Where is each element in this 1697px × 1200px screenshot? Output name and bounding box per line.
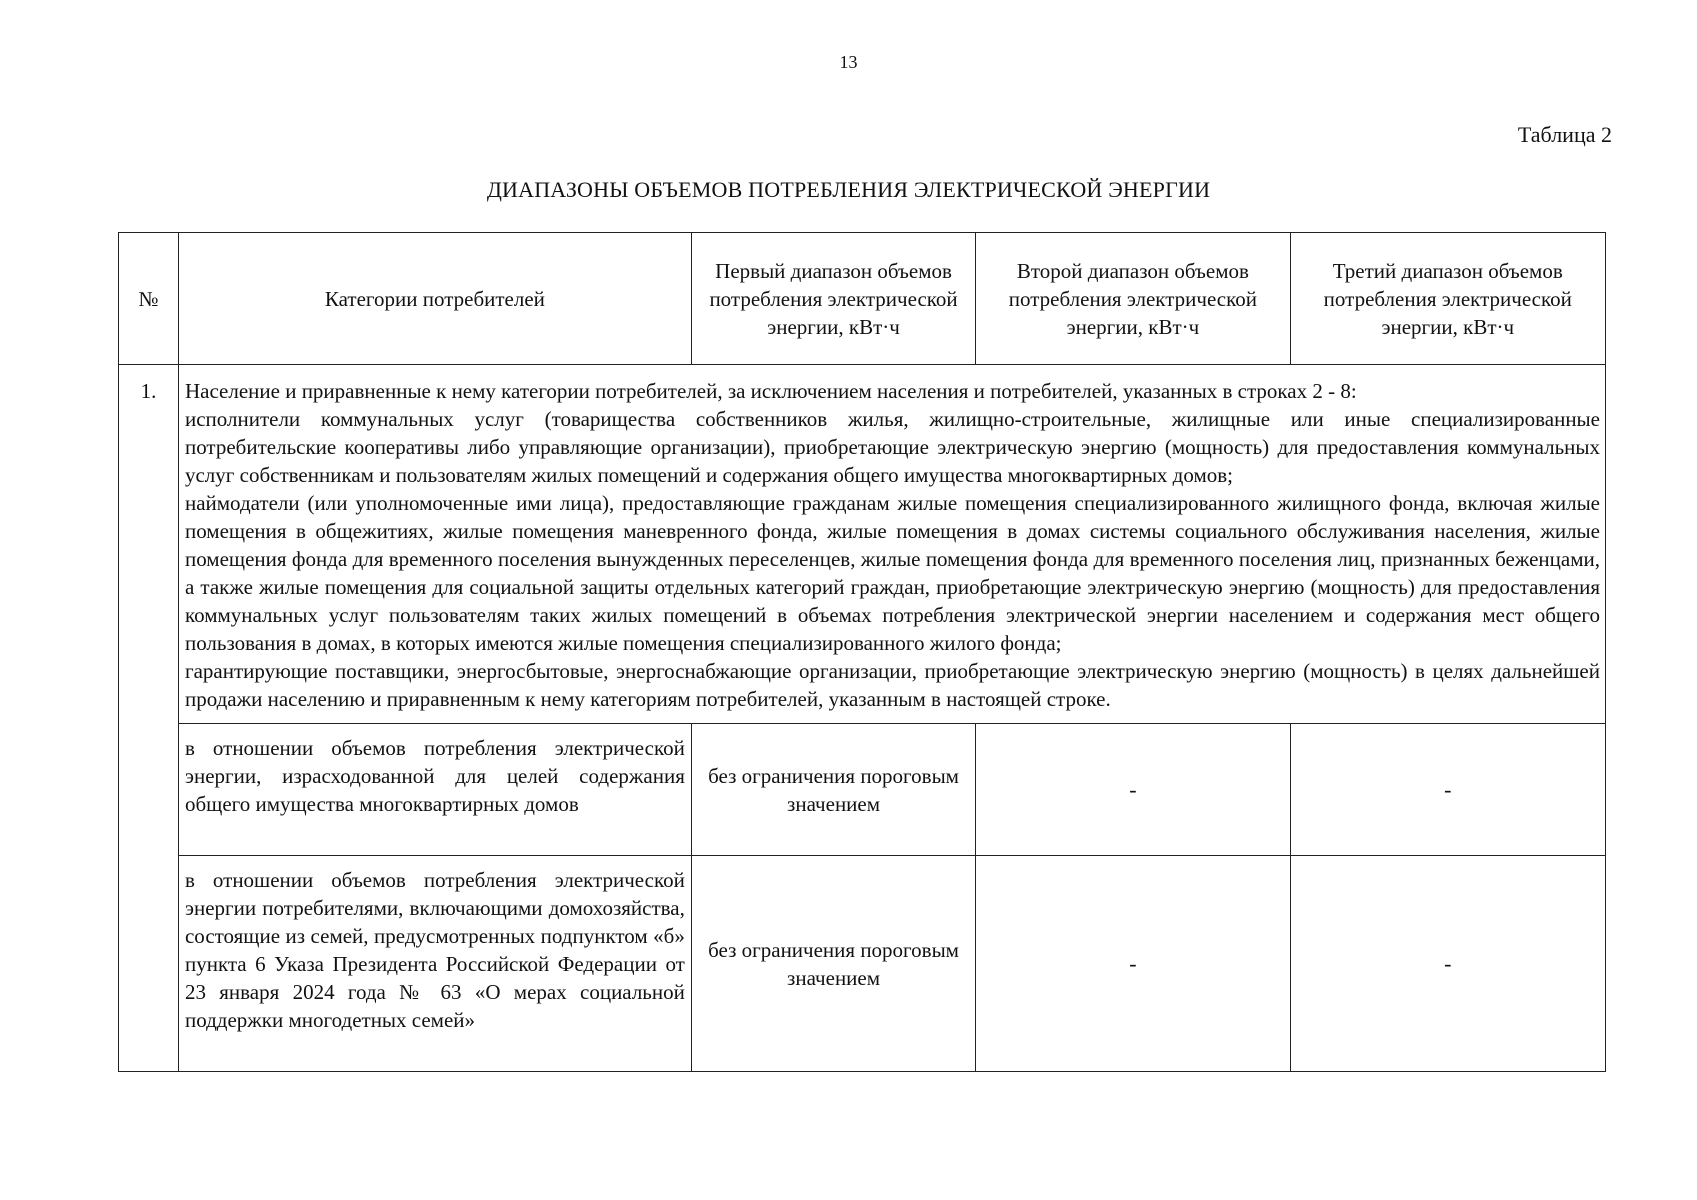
table-sub-row: [119, 724, 1606, 856]
row-description: [178, 365, 1605, 724]
sub-row-range-3: -: [1290, 724, 1605, 856]
document-title: ДИАПАЗОНЫ ОБЪЕМОВ ПОТРЕБЛЕНИЯ ЭЛЕКТРИЧЕСКОЙ ЭНЕРГИИ: [486, 177, 1211, 202]
sub-row-range-2: -: [976, 724, 1290, 856]
header-range-3: Третий диапазон объемов потребления электрической энергии, кВт·ч: [1290, 233, 1605, 365]
header-category: Категории потребителей: [178, 233, 691, 365]
header-range-2: Второй диапазон объемов потребления электрической энергии, кВт·ч: [976, 233, 1290, 365]
sub-row-range-1: без ограничения пороговым значением: [691, 724, 975, 856]
sub-row-category: в отношении объемов потребления электрической энергии, израсходованной для целей содержания общего имущества многоквартирных домов: [178, 724, 691, 856]
table-sub-row: [119, 856, 1606, 1072]
sub-row-range-2: -: [976, 856, 1290, 1072]
description-paragraph: гарантирующие поставщики, энергосбытовые, энергоснабжающие организации, приобретающие электрическую энергию (мощность) в целях дальнейшей продажи населению и приравненным к нему категориям потребителей, указанным в настоящей строке.: [184, 659, 1600, 711]
header-range-1: Первый диапазон объемов потребления электрической энергии, кВт·ч: [691, 233, 975, 365]
header-num: №: [119, 233, 179, 365]
sub-row-category: в отношении объемов потребления электрической энергии потребителями, включающими домохозяйства, состоящие из семей, предусмотренных подпунктом «б» пункта 6 Указа Президента Российской Федерации от 23 января 2024 года № 63 «О мерах социальной поддержки многодетных семей»: [178, 856, 691, 1072]
description-paragraph: исполнители коммунальных услуг (товарищества собственников жилья, жилищно-строительные, жилищные или иные специализированные потребительские кооперативы либо управляющие организации), приобретающие электрическую энергию (мощность) для предоставления коммунальных услуг собственникам и пользователям жилых помещений и содержания общего имущества многоквартирных домов;: [184, 407, 1600, 487]
sub-row-range-1: без ограничения пороговым значением: [691, 856, 975, 1072]
page-number: 13: [839, 52, 858, 72]
sub-row-range-3: -: [1290, 856, 1605, 1072]
description-paragraph: наймодатели (или уполномоченные ими лица), предоставляющие гражданам жилые помещения специализированного жилищного фонда, включая жилые помещения в общежитиях, жилые помещения маневренного фонда, жилые помещения в домах системы социального обслуживания населения, жилые помещения фонда для временного поселения вынужденных переселенцев, жилые помещения фонда для временного поселения лиц, признанных беженцами, а также жилые помещения для социальной защиты отдельных категорий граждан, приобретающие электрическую энергию (мощность) для предоставления коммунальных услуг пользователям таких жилых помещений в объемах потребления электрической энергии населением и содержания мест общего пользования в домах, в которых имеются жилые помещения специализированного жилого фонда;: [184, 491, 1600, 655]
table-label: Таблица 2: [1517, 122, 1612, 147]
description-paragraph: Население и приравненные к нему категории потребителей, за исключением населения и потребителей, указанных в строках 2 - 8:: [184, 379, 1357, 403]
row-number: 1.: [119, 365, 179, 1072]
consumption-ranges-table: [118, 232, 1606, 1072]
table-header-row: [119, 233, 1606, 365]
table-row: [119, 365, 1606, 724]
